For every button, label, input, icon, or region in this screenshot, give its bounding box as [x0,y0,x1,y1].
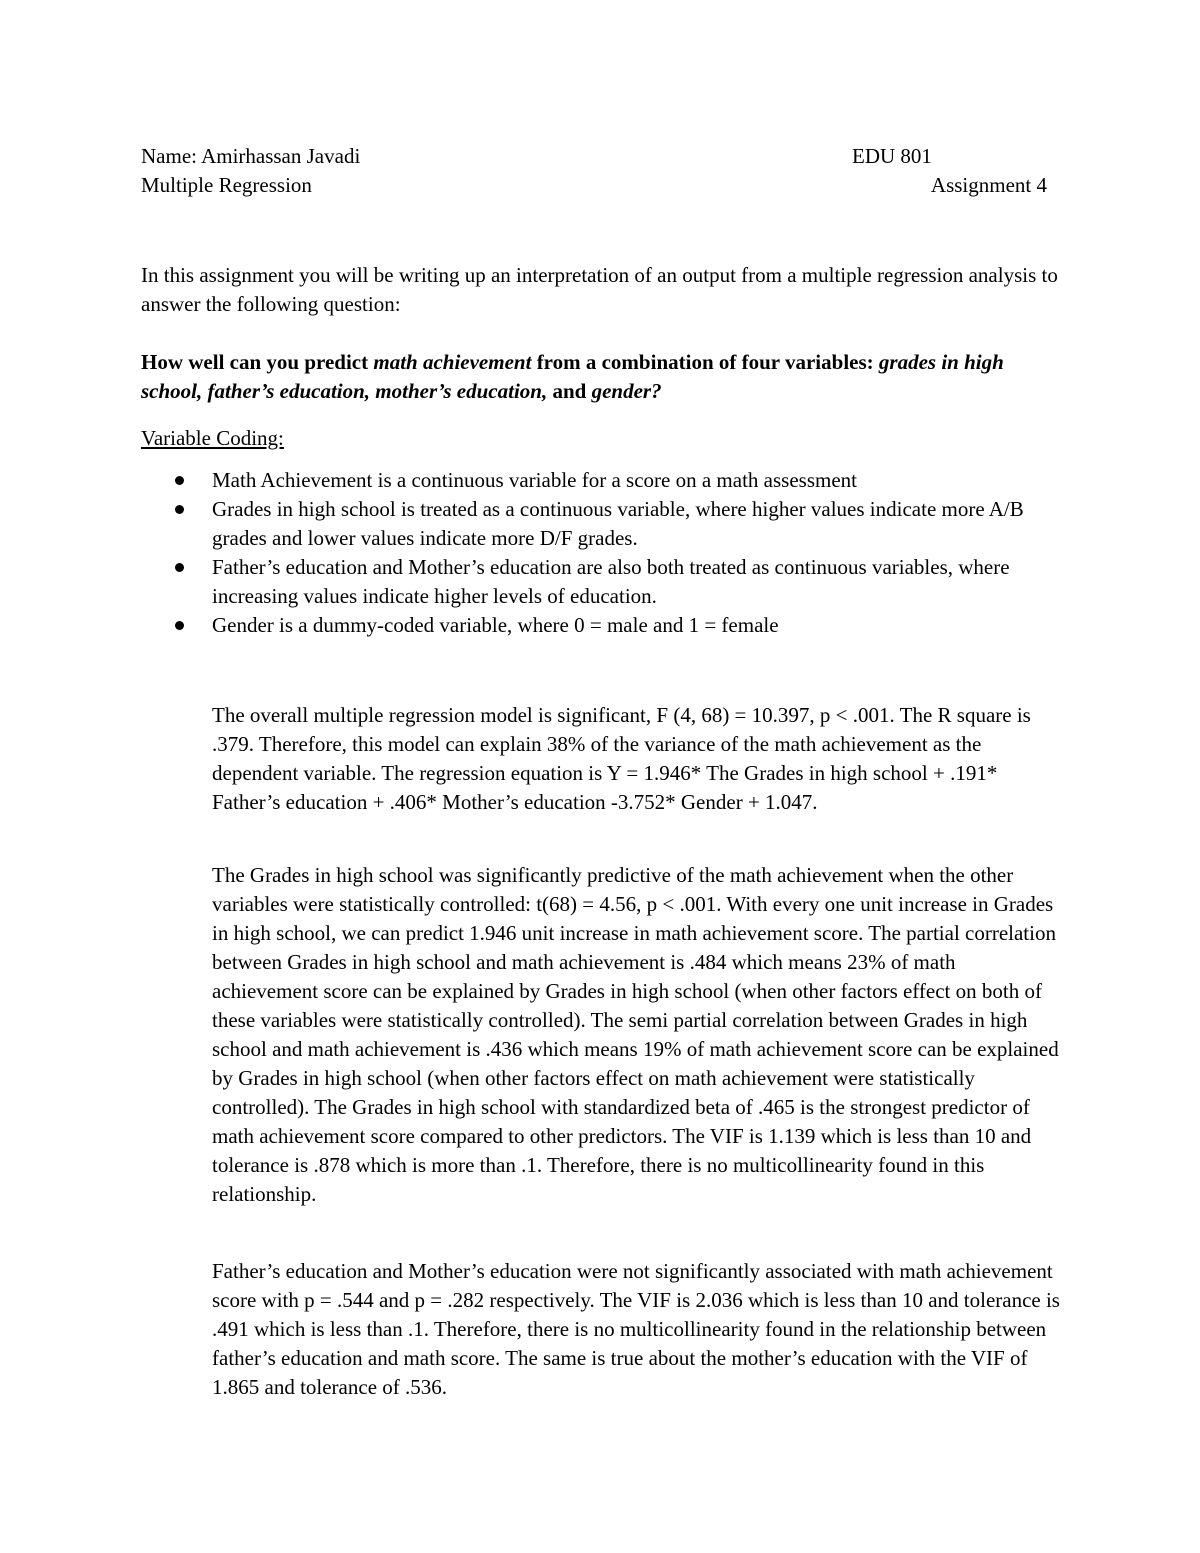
variable-coding-list [141,466,1061,640]
question-emphasis-3: gender? [591,379,662,403]
model-summary-paragraph: The overall multiple regression model is significant, F (4, 68) = 10.397, p < .001. The R square is .379. Therefore, this model can explain 38% of the variance of the math achievement as the dependent variable. The regression equation is Y = 1.946* The Grades in high school + .191* Father’s education + .406* Mother’s education -3.752* Gender + 1.047. [212,703,1031,814]
course-code: EDU 801 [852,144,932,168]
question-emphasis-2: grades in high school, father’s education, mother’s education, [141,350,1004,403]
assignment-topic: Multiple Regression [141,173,312,197]
assignment-number-cell [847,171,1047,200]
question-part-2: from a combination of four variables: [531,350,879,374]
list-item-text: Father’s education and Mother’s education are also both treated as continuous variables, where increasing values indicate higher levels of education. [212,555,1010,608]
bullet-icon [175,505,184,514]
parent-education-paragraph: Father’s education and Mother’s education were not significantly associated with math achievement score with p = .544 and p = .282 respectively. The VIF is 2.036 which is less than 10 and tolerance is .491 which is less than .1. Therefore, there is no multicollinearity found in the relationship between father’s education and math score. The same is true about the mother’s education with the VIF of 1.865 and tolerance of .536. [212,1259,1060,1399]
research-question [141,348,1061,406]
list-item-text: Math Achievement is a continuous variable for a score on a math assessment [212,468,857,492]
header-row-name [141,142,1047,171]
list-item [141,553,1061,611]
bullet-icon [175,563,184,572]
list-item [141,466,1061,495]
question-emphasis-1: math achievement [373,350,532,374]
intro-paragraph: In this assignment you will be writing up an interpretation of an output from a multiple regression analysis to answer the following question: [141,263,1058,316]
assignment-number: Assignment 4 [930,173,1047,197]
question-part-3: and [547,379,592,403]
bullet-icon [175,476,184,485]
list-item-text: Grades in high school is treated as a continuous variable, where higher values indicate more A/B grades and lower values indicate more D/F grades. [212,497,1024,550]
header-row-topic [141,171,1047,200]
list-item-text: Gender is a dummy-coded variable, where 0 = male and 1 = female [212,613,779,637]
list-item [141,495,1061,553]
list-item [141,611,1061,640]
course-code-cell [847,142,1047,171]
grades-predictor-paragraph: The Grades in high school was significantly predictive of the math achievement when the other variables were statistically controlled: t(68) = 4.56, p < .001. With every one unit increase in Grades in high school, we can predict 1.946 unit increase in math achievement score. The partial correlation between Grades in high school and math achievement is .484 which means 23% of math achievement score can be explained by Grades in high school (when other factors effect on both of these variables were statistically controlled). The semi partial correlation between Grades in high school and math achievement is .436 which means 19% of math achievement score can be explained by Grades in high school (when other factors effect on math achievement were statistically controlled). The Grades in high school with standardized beta of .465 is the strongest predictor of math achievement score compared to other predictors. The VIF is 1.139 which is less than 10 and tolerance is .878 which is more than .1. Therefore, there is no multicollinearity found in this relationship. [212,863,1059,1206]
variable-coding-heading: Variable Coding: [141,426,284,450]
question-part-1: How well can you predict [141,350,374,374]
bullet-icon [175,621,184,630]
student-name: Name: Amirhassan Javadi [141,144,361,168]
